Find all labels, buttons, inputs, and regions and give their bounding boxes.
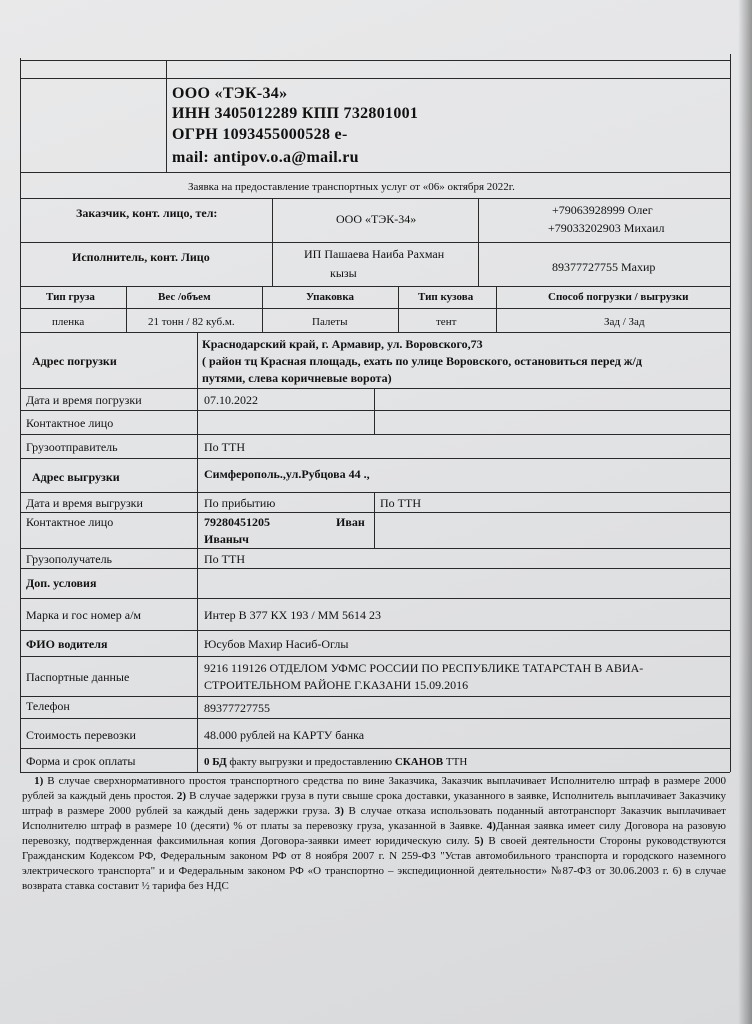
cargo-header-body: Тип кузова [418,291,474,303]
cost-label: Стоимость перевозки [26,728,136,742]
row-line-8 [20,568,730,569]
executor-name-2: кызы [330,266,357,280]
outer-border-right [730,54,731,772]
cost-value: 48.000 рублей на КАРТУ банка [204,728,365,742]
line-load-v [374,388,375,434]
unloading-address-label: Адрес выгрузки [32,470,120,484]
outer-border-left [20,58,21,772]
unloading-datetime-label: Дата и время выгрузки [26,496,143,510]
cargo-header-type: Тип груза [46,291,95,303]
driver-label: ФИО водителя [26,637,108,651]
passport-label: Паспортные данные [26,670,130,684]
row-line-9 [20,598,730,599]
line-header-bottom [20,172,730,173]
passport-value-2: СТРОИТЕЛЬНОМ РАЙОНЕ Г.КАЗАНИ 15.09.2016 [204,678,469,692]
unloading-contact-phone: 79280451205 [204,515,270,529]
phone-label: Телефон [26,699,70,713]
unloading-contact-name-1: Иван [336,515,365,529]
customer-label: Заказчик, конт. лицо, тел: [76,206,218,220]
shipper-label: Грузоотправитель [26,440,118,454]
conditions-label: Доп. условия [26,576,97,590]
driver-value: Юсубов Махир Насиб-Оглы [204,637,349,651]
term-text-5: В своей деятельности Стороны руководствуются Гражданским Кодексом РФ, Федеральным законом РФ от 8 ноября 2007 г. N 259-ФЗ "Устав автомобильного транспорта и городского наземного электрического транспорта" и и Федеральным законом РФ «О транспортно – экспедиционной деятельности» №87-ФЗ от 30.06.2003 г. 6) в случае возврата ставка составит ½ тарифа без НДС [22,835,726,892]
line-title-bottom [20,198,730,199]
line-cargo-bottom [20,332,730,333]
term-text-3: В случае отказа использовать поданный автотранспорт Заказчик выплачивает Исполнителю штраф в размере 10 (десяти) % от платы за перевозку груза, указанной в Заявке. [22,805,726,832]
row-line-1 [20,388,730,389]
row-line-2 [20,410,730,411]
company-email: mail: antipov.o.a@mail.ru [172,149,359,166]
line-unload-v [374,492,375,548]
term-number-2: 2) [176,790,186,802]
line-top [20,60,730,61]
loading-address-3: путями, слева коричневые ворота) [202,371,392,385]
line-header-vert [166,60,167,172]
phone-value: 89377727755 [204,701,270,715]
customer-phone-1: +79063928999 Олег [552,203,653,217]
company-ogrn: ОГРН 1093455000528 е- [172,126,348,143]
unloading-address-value: Симферополь.,ул.Рубцова 44 ., [204,467,370,481]
unloading-contact-name-2: Иваныч [204,532,249,546]
row-line-15 [20,772,730,773]
row-line-6 [20,512,730,513]
line-cargo-v2 [262,286,263,332]
cargo-header-loading: Способ погрузки / выгрузки [548,291,689,303]
line-parties-mid [20,242,730,243]
row-line-5 [20,492,730,493]
vehicle-label: Марка и гос номер а/м [26,608,142,622]
request-title: Заявка на предоставление транспортных услуг от «06» октября 2022г. [188,181,515,193]
line-label-col [197,332,198,772]
company-name: ООО «ТЭК-34» [172,85,288,102]
payment-value [204,755,467,769]
term-text-1: В случае сверхнормативного простоя транспортного средства по вине Заказчика, Заказчик выплачивает Исполнителю штраф в размере 2000 рублей за каждый день простоя. [22,775,726,802]
line-cargo-v3 [398,286,399,332]
cargo-value-body: тент [436,316,457,328]
vehicle-value: Интер В 377 КХ 193 / ММ 5614 23 [204,608,382,622]
line-top2 [20,78,730,79]
executor-label: Исполнитель, конт. Лицо [72,250,210,264]
loading-datetime-value: 07.10.2022 [204,393,258,407]
cargo-value-loading: Зад / Зад [604,316,645,328]
customer-phone-2: +79033202903 Михаил [548,221,665,235]
payment-text: факту выгрузки и предоставлению [226,756,395,768]
consignee-value: По ТТН [204,552,245,566]
row-line-14 [20,748,730,749]
loading-address-2: ( район тц Красная площадь, ехать по улице Воровского, остановиться перед ж/д [202,354,642,368]
row-line-4 [20,458,730,459]
payment-bold-2: СКАНОВ [394,756,444,768]
loading-contact-label: Контактное лицо [26,416,114,430]
payment-end: ТТН [443,756,468,768]
passport-value-1: 9216 119126 ОТДЕЛОМ УФМС РОССИИ ПО РЕСПУБЛИКЕ ТАТАРСТАН В АВИА- [204,661,644,675]
cargo-value-packing: Палеты [312,316,348,328]
term-number-3: 3) [334,805,344,817]
row-line-10 [20,630,730,631]
payment-bold-1: 0 БД [204,756,227,768]
cargo-value-type: пленка [52,316,85,328]
loading-address-label: Адрес погрузки [32,354,117,368]
term-text-2: В случае задержки груза в пути свыше срока доставки, указанного в заявке, Исполнитель выплачивает Заказчику штраф в размере 2000 рублей за каждый день задержки груза. [22,790,726,817]
executor-phone: 89377727755 Махир [552,260,656,274]
row-line-12 [20,696,730,697]
executor-name-1: ИП Пашаева Наиба Рахман [304,247,445,261]
line-cargo-v4 [496,286,497,332]
customer-name: ООО «ТЭК-34» [336,212,417,226]
unloading-datetime-value-2: По ТТН [380,496,421,510]
loading-datetime-label: Дата и время погрузки [26,393,142,407]
row-line-3 [20,434,730,435]
line-cargo-v1 [126,286,127,332]
shipper-value: По ТТН [204,440,245,454]
row-line-11 [20,656,730,657]
loading-address-1: Краснодарский край, г. Армавир, ул. Воровского,73 [202,337,483,351]
terms-paragraph [22,774,726,894]
term-number-4: 4) [486,820,496,832]
row-line-13 [20,718,730,719]
unloading-datetime-value-1: По прибытию [204,496,276,510]
company-inn: ИНН 3405012289 КПП 732801001 [172,105,419,122]
term-number-1: 1) [34,775,44,787]
term-number-5: 5) [474,835,484,847]
cargo-header-packing: Упаковка [306,291,355,303]
cargo-value-weight: 21 тонн / 82 куб.м. [148,316,235,328]
unloading-contact-label: Контактное лицо [26,515,114,529]
row-line-7 [20,548,730,549]
payment-label: Форма и срок оплаты [26,754,136,768]
page-edge-shadow [738,0,752,1024]
consignee-label: Грузополучатель [26,552,113,566]
cargo-header-weight: Вес /объем [158,291,211,303]
term-text-4: Данная заявка имеет силу Договора на разовую перевозку, подтвержденная факсимильная копия Договора-заявки имеет юридическую силу. [22,820,727,847]
